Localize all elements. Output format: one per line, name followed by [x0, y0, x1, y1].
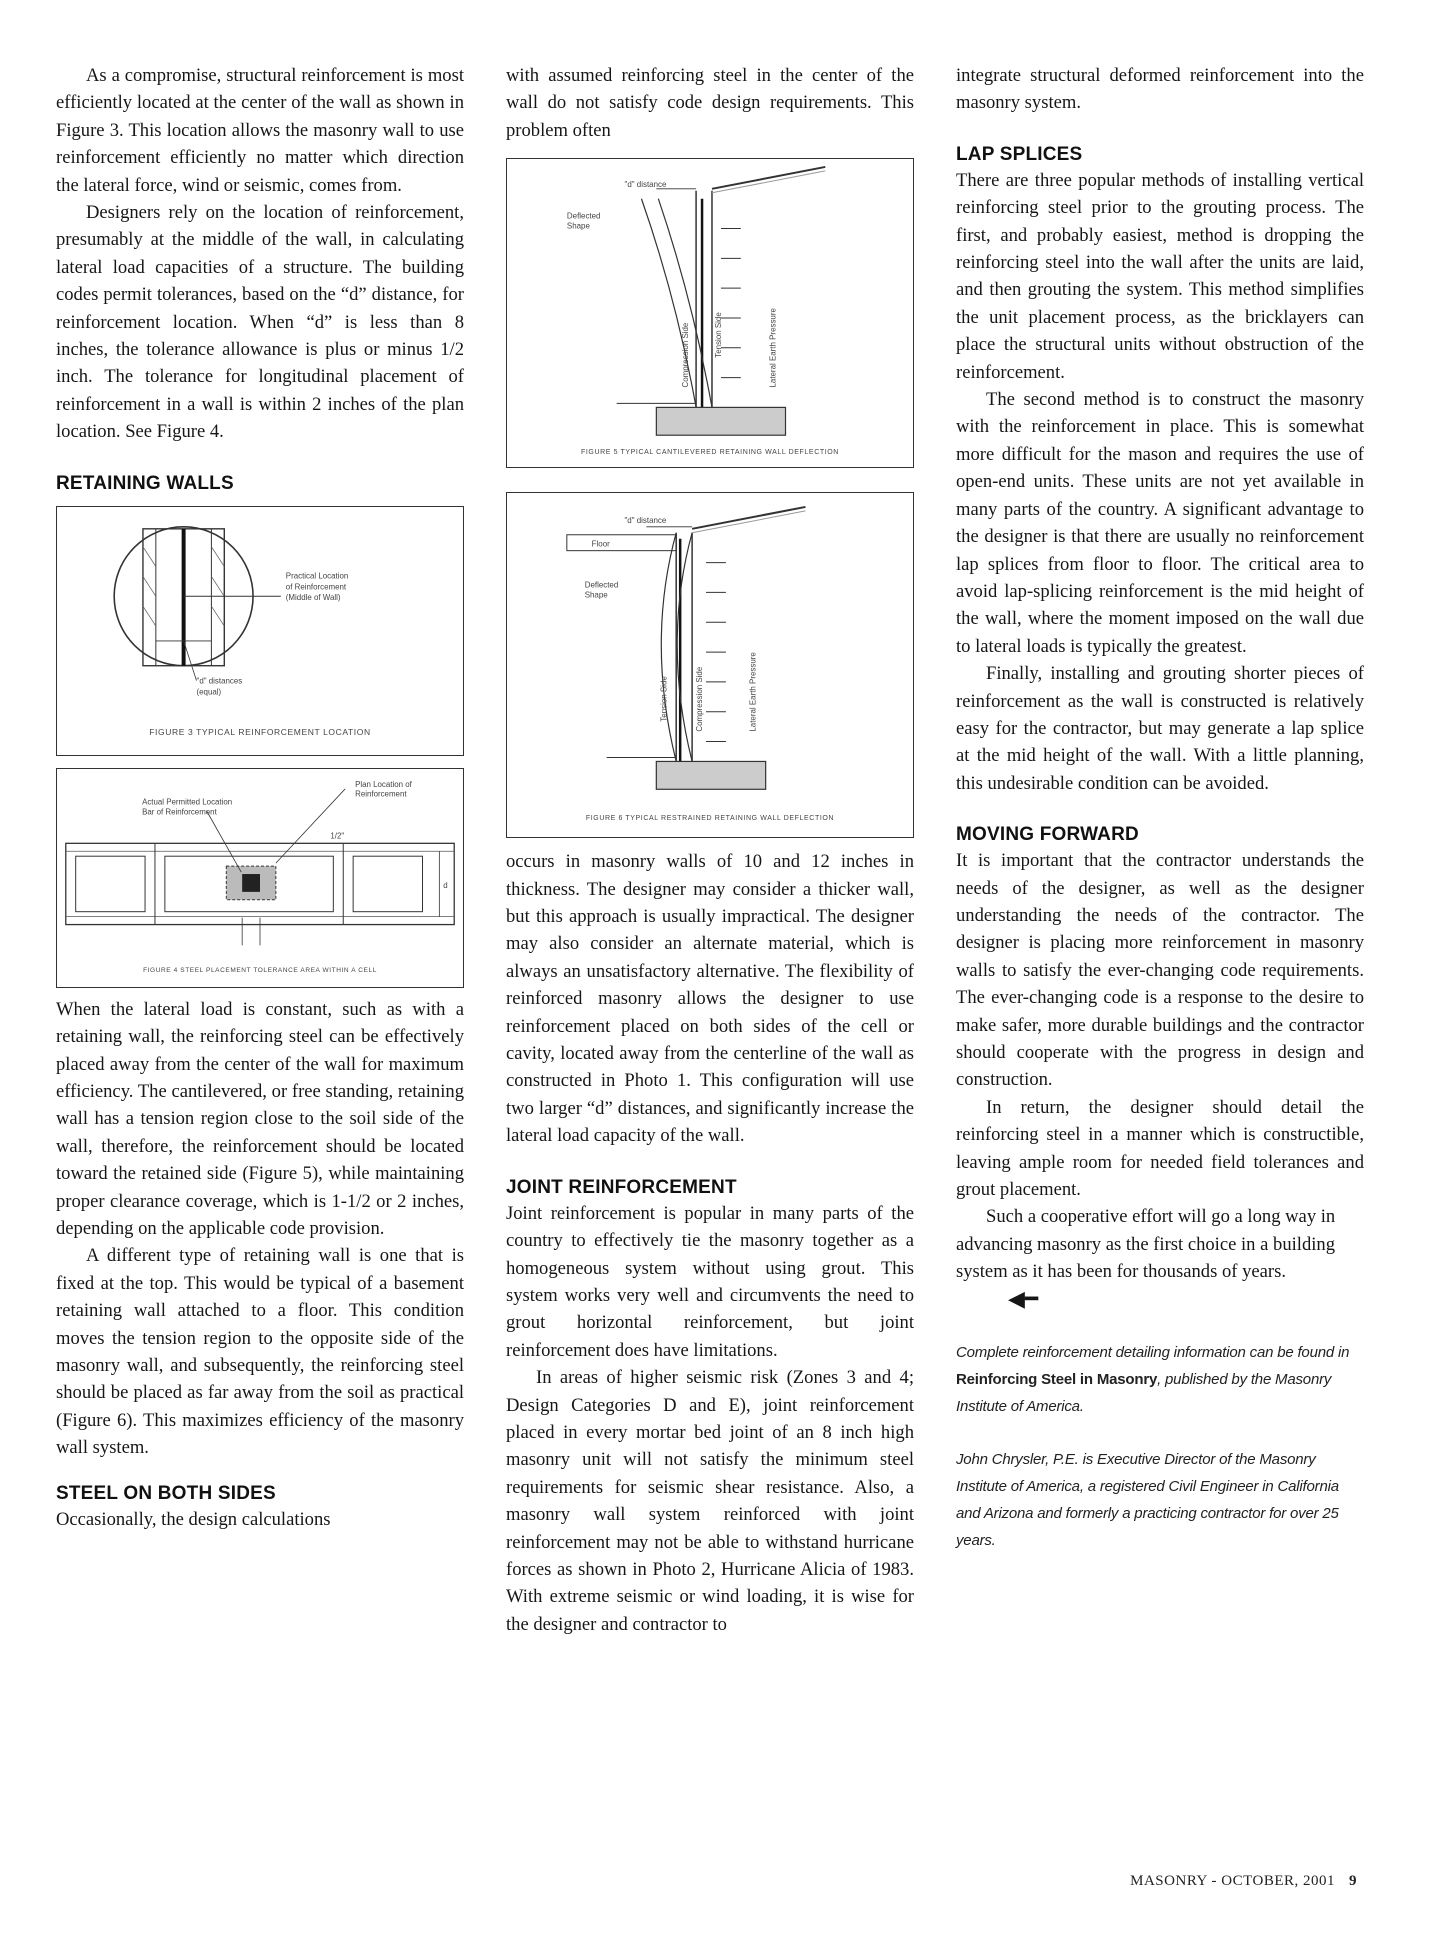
figure-5-label: Tension Side	[713, 312, 723, 358]
figure-6-label: Lateral Earth Pressure	[748, 652, 758, 732]
page-number: 9	[1349, 1873, 1357, 1889]
figure-4-label: 1/2"	[330, 831, 345, 841]
section-heading-retaining-walls: RETAINING WALLS	[56, 472, 234, 494]
end-of-article-arrow-icon: ◀━	[1008, 1285, 1039, 1311]
paragraph: The second method is to construct the masonry with the reinforcement in place. This is somewhat more difficult for the mason and requires the use of open-end units. These units are not yet available in many parts of the country. A significant advantage to the designer is that there are usually no reinforcement lap splices from floor to floor. The critical area to avoid lap-splicing reinforcement is the mid height of the wall, where the moment imposed on the wall due to lateral loads is typically the greatest.	[956, 389, 1364, 657]
paragraph: Designers rely on the location of reinforcement, presumably at the middle of the wall, in calculating lateral load capacities of a structure. The building codes permit tolerances, based on the “d” distance, for reinforcement location. When “d” is less than 8 inches, the tolerance allowance is plus or minus 1/2 inch. The tolerance for longitudinal placement of reinforcement in a wall is within 2 inches of the plan location. See Figure 4.	[56, 202, 464, 443]
section-heading-lap-splices: LAP SPLICES	[956, 143, 1083, 165]
figure-3-label: of Reinforcement	[285, 582, 347, 592]
figure-3-caption: FIGURE 3 TYPICAL REINFORCEMENT LOCATION	[149, 726, 371, 737]
paragraph: There are three popular methods of installing vertical reinforcing steel prior to the grouting process. The first, and probably easiest, method is dropping the reinforcing steel into the wall after the units are laid, and then grouting the system. This method simplifies the unit placement process, as the bricklayers can place the structural units without obstruction of the reinforcement.	[956, 169, 1364, 383]
figure-6-drawing	[507, 493, 913, 837]
figure-6-label: Tension Side	[659, 676, 669, 722]
figure-3-label: "d" distances	[196, 676, 243, 686]
column-1	[56, 62, 464, 1533]
paragraph: occurs in masonry walls of 10 and 12 inches in thickness. The designer may consider a thicker wall, but this approach is usually impractical. The designer may also consider an alternate material, which is always an unsatisfactory alternative. The flexibility of reinforced masonry allows the designer to use reinforcement placed on both sides of the cell or cavity, located away from the centerline of the wall as constructed in Photo 1. This configuration will use two larger “d” distances, and significantly increase the lateral load capacity of the wall.	[506, 851, 914, 1147]
figure-5	[506, 158, 914, 468]
figure-3-label: (Middle of Wall)	[285, 592, 341, 602]
section-heading-moving-forward: MOVING FORWARD	[956, 824, 1139, 846]
paragraph: Joint reinforcement is popular in many parts of the country to effectively tie the masonry together as a homogeneous system without using grout. This system works very well and circumvents the need to grout horizontal reinforcement, but joint reinforcement does have limitations.	[506, 1202, 914, 1361]
figure-5-drawing	[507, 159, 913, 467]
figure-5-caption: FIGURE 5 TYPICAL CANTILEVERED RETAINING WALL DEFLECTION	[581, 449, 839, 457]
figure-6	[506, 492, 914, 838]
section-heading-joint-reinforcement: JOINT REINFORCEMENT	[506, 1176, 737, 1198]
paragraph: with assumed reinforcing steel in the center of the wall do not satisfy code design requirements. This problem often	[506, 65, 914, 141]
figure-4	[56, 768, 464, 988]
paragraph: Finally, installing and grouting shorter pieces of reinforcement as the wall is constructed is relatively easy for the contractor, but may generate a lap splice at the mid height of the wall. With a little planning, this undesirable condition can be avoided.	[956, 663, 1364, 794]
figure-4-label: Plan Location of	[355, 779, 412, 789]
figure-5-label: Shape	[566, 221, 590, 231]
figure-4-label: Actual Permitted Location	[142, 797, 233, 807]
paragraph-text: Such a cooperative effort will go a long way in advancing masonry as the first choice in a building system as it has been for thousands of years.	[956, 1206, 1336, 1283]
figure-5-label: Deflected	[566, 211, 601, 221]
figure-6-label: Compression Side	[695, 666, 705, 732]
note-text: , published by the Masonry Institute of America.	[956, 1371, 1332, 1416]
figure-5-label: Lateral Earth Pressure	[768, 308, 778, 388]
paragraph: As a compromise, structural reinforcement is most efficiently located at the center of the wall as shown in Figure 3. This location allows the masonry wall to use reinforcement efficiently no matter which direction the lateral force, wind or seismic, comes from.	[56, 65, 464, 196]
paragraph: In return, the designer should detail the reinforcing steel in a manner which is constructible, leaving ample room for needed field tolerances and grout placement.	[956, 1096, 1364, 1201]
paragraph: In areas of higher seismic risk (Zones 3 and 4; Design Categories D and E), joint reinforcement placed in every mortar bed joint of an 8 inch high masonry unit will not satisfy the minimum steel requirements for seismic shear resistance. Also, a masonry wall system reinforced with joint reinforcement may not be able to withstand hurricane forces as shown in Photo 2, Hurricane Alicia of 1983. With extreme seismic or wind loading, it is wise for the designer and contractor to	[506, 1367, 914, 1635]
column-3	[956, 62, 1364, 1554]
author-bio: John Chrysler, P.E. is Executive Director of the Masonry Institute of America, a registered Civil Engineer in California and Arizona and formerly a practicing contractor for over 25 years.	[956, 1451, 1339, 1550]
paragraph: Occasionally, the design calculations	[56, 1508, 331, 1530]
figure-4-caption: FIGURE 4 STEEL PLACEMENT TOLERANCE AREA WITHIN A CELL	[143, 966, 377, 974]
figure-5-label: "d" distance	[624, 180, 667, 190]
figure-3-label: Practical Location	[285, 571, 349, 581]
figure-4-label: Reinforcement	[355, 789, 407, 799]
paragraph: A different type of retaining wall is one that is fixed at the top. This would be typical of a basement retaining wall attached to a floor. This condition moves the tension region to the opposite side of the masonry wall, and subsequently, the reinforcing steel should be placed as far away from the soil as practical (Figure 6). This maximizes efficiency of the masonry wall system.	[56, 1245, 464, 1459]
publication-name: MASONRY - OCTOBER, 2001	[1130, 1873, 1335, 1889]
paragraph: integrate structural deformed reinforcement into the masonry system.	[956, 65, 1364, 114]
book-title: Reinforcing Steel in Masonry	[956, 1371, 1158, 1389]
figure-3	[56, 506, 464, 756]
figure-5-label: Compression Side	[681, 322, 691, 388]
page-footer	[1130, 1873, 1357, 1890]
figure-4-label: Bar of Reinforcement	[142, 807, 217, 817]
figure-3-label: (equal)	[196, 687, 222, 697]
figure-3-drawing	[57, 507, 463, 755]
column-2	[506, 62, 914, 1638]
reference-note	[956, 1339, 1364, 1420]
figure-4-label: d	[443, 880, 448, 890]
figure-4-drawing	[57, 769, 463, 987]
section-heading-steel-on-both-sides: STEEL ON BOTH SIDES	[56, 1482, 276, 1504]
figure-6-label: Floor	[591, 539, 610, 549]
note-text: Complete reinforcement detailing information can be found in	[956, 1344, 1350, 1362]
figure-6-caption: FIGURE 6 TYPICAL RESTRAINED RETAINING WALL DEFLECTION	[585, 815, 835, 823]
paragraph: It is important that the contractor understands the needs of the designer, as well as the designer understanding the needs of the contractor. The designer is placing more reinforcement in masonry walls to satisfy the ever-changing code requirements. The ever-changing code is a response to the desire to make safer, more durable buildings and the contractor should cooperate with the progress in design and construction.	[956, 850, 1364, 1091]
figure-6-label: Shape	[584, 590, 608, 600]
paragraph: When the lateral load is constant, such as with a retaining wall, the reinforcing steel can be effectively placed away from the center of the wall for maximum efficiency. The cantilevered, or free standing, retaining wall has a tension region close to the soil side of the wall, therefore, the reinforcement should be located toward the retained side (Figure 5), while maintaining proper clearance coverage, which is 1-1/2 or 2 inches, depending on the applicable code provision.	[56, 998, 464, 1239]
figure-6-label: "d" distance	[624, 516, 667, 526]
figure-6-label: Deflected	[584, 580, 619, 590]
paragraph	[956, 1203, 1364, 1313]
